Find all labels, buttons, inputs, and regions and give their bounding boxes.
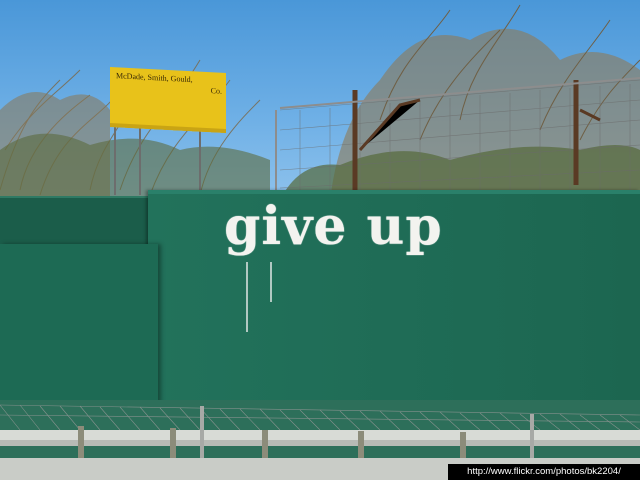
back-wall-segment <box>0 196 150 250</box>
paint-drip <box>246 262 248 332</box>
paint-drip <box>270 262 272 302</box>
company-sign <box>110 70 226 130</box>
sign-line-1: McDade, Smith, Gould, <box>116 71 193 85</box>
sign-line-2: Co. <box>210 86 222 96</box>
graffiti-text: give up <box>224 196 443 257</box>
photo-credit-watermark: http://www.flickr.com/photos/bk2204/ <box>448 464 640 480</box>
chain-link-fence-and-bushes <box>0 0 640 200</box>
front-wall-segment <box>0 244 158 420</box>
